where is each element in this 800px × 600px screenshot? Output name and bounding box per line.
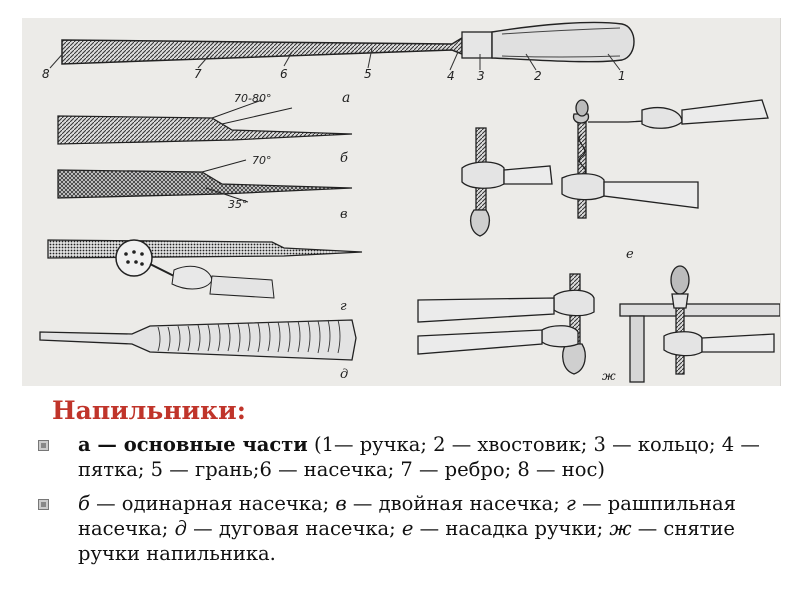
letter-a: а [342,90,351,106]
part-number-2: 2 [534,69,542,83]
letter-zh-caption: ж [609,517,632,540]
curved-cut-text: — дуговая насечка; [186,517,402,540]
letter-v-caption: в [335,492,347,515]
rasp-cut-text: — рашпильная насечка; [78,492,736,540]
file-curved-cut [40,320,356,382]
part-number-8: 8 [42,67,50,81]
caption-item-cut-types [36,491,776,566]
letter-g-caption: г [566,492,576,515]
letter-g: г [340,299,347,314]
letter-b: б [340,151,348,166]
letter-a-caption: а [78,433,91,456]
part-number-5: 5 [364,67,372,81]
caption-list [36,432,776,575]
angle-label-v-bottom: 35° [228,198,248,211]
angle-label-b: 70-80° [234,92,272,105]
file-rasp-cut [48,240,362,314]
part-number-7: 7 [194,67,202,81]
part-number-6: 6 [280,67,288,81]
letter-e: е [626,247,634,262]
part-number-1: 1 [618,69,626,83]
bullet-icon [38,440,49,451]
part-number-4: 4 [447,69,455,83]
handle-fitting-text: — насадка ручки; [413,517,610,540]
main-parts-heading: основные части [123,433,308,456]
angle-label-v-top: 70° [252,154,272,167]
bullet-icon [38,499,49,510]
handle-fitting-figure [462,100,768,262]
files-illustration [22,18,781,386]
page-title: Напильники: [52,396,246,425]
handle-removal-text: — снятие ручки напильника. [78,517,735,565]
main-parts-text: (1— ручка; 2 — хвостовик; 3 — кольцо; 4 — пятка; 5 — грань;6 — насечка; 7 — ребро; 8 — нос) [78,433,760,481]
letter-b-caption: б [78,492,90,515]
letter-zh: ж [602,369,616,383]
illustration-svg [22,18,780,386]
file-double-cut [58,154,352,222]
caption-item-main-parts: а — основные части (1— ручка; 2 — хвостовик; 3 — кольцо; 4 — пятка; 5 — грань;6 — насечка; 7 — ребро; 8 — нос) [36,432,776,482]
file-single-cut [58,92,352,166]
letter-e-caption: е [401,517,414,540]
file-main-parts [42,22,634,106]
single-cut-text: — одинарная насечка; [89,492,336,515]
letter-d: д [340,367,349,382]
double-cut-text: — двойная насечка; [346,492,567,515]
letter-d-caption: д [174,517,187,540]
part-number-3: 3 [477,69,485,83]
handle-removal-figure [418,266,780,383]
letter-v: в [340,207,348,222]
